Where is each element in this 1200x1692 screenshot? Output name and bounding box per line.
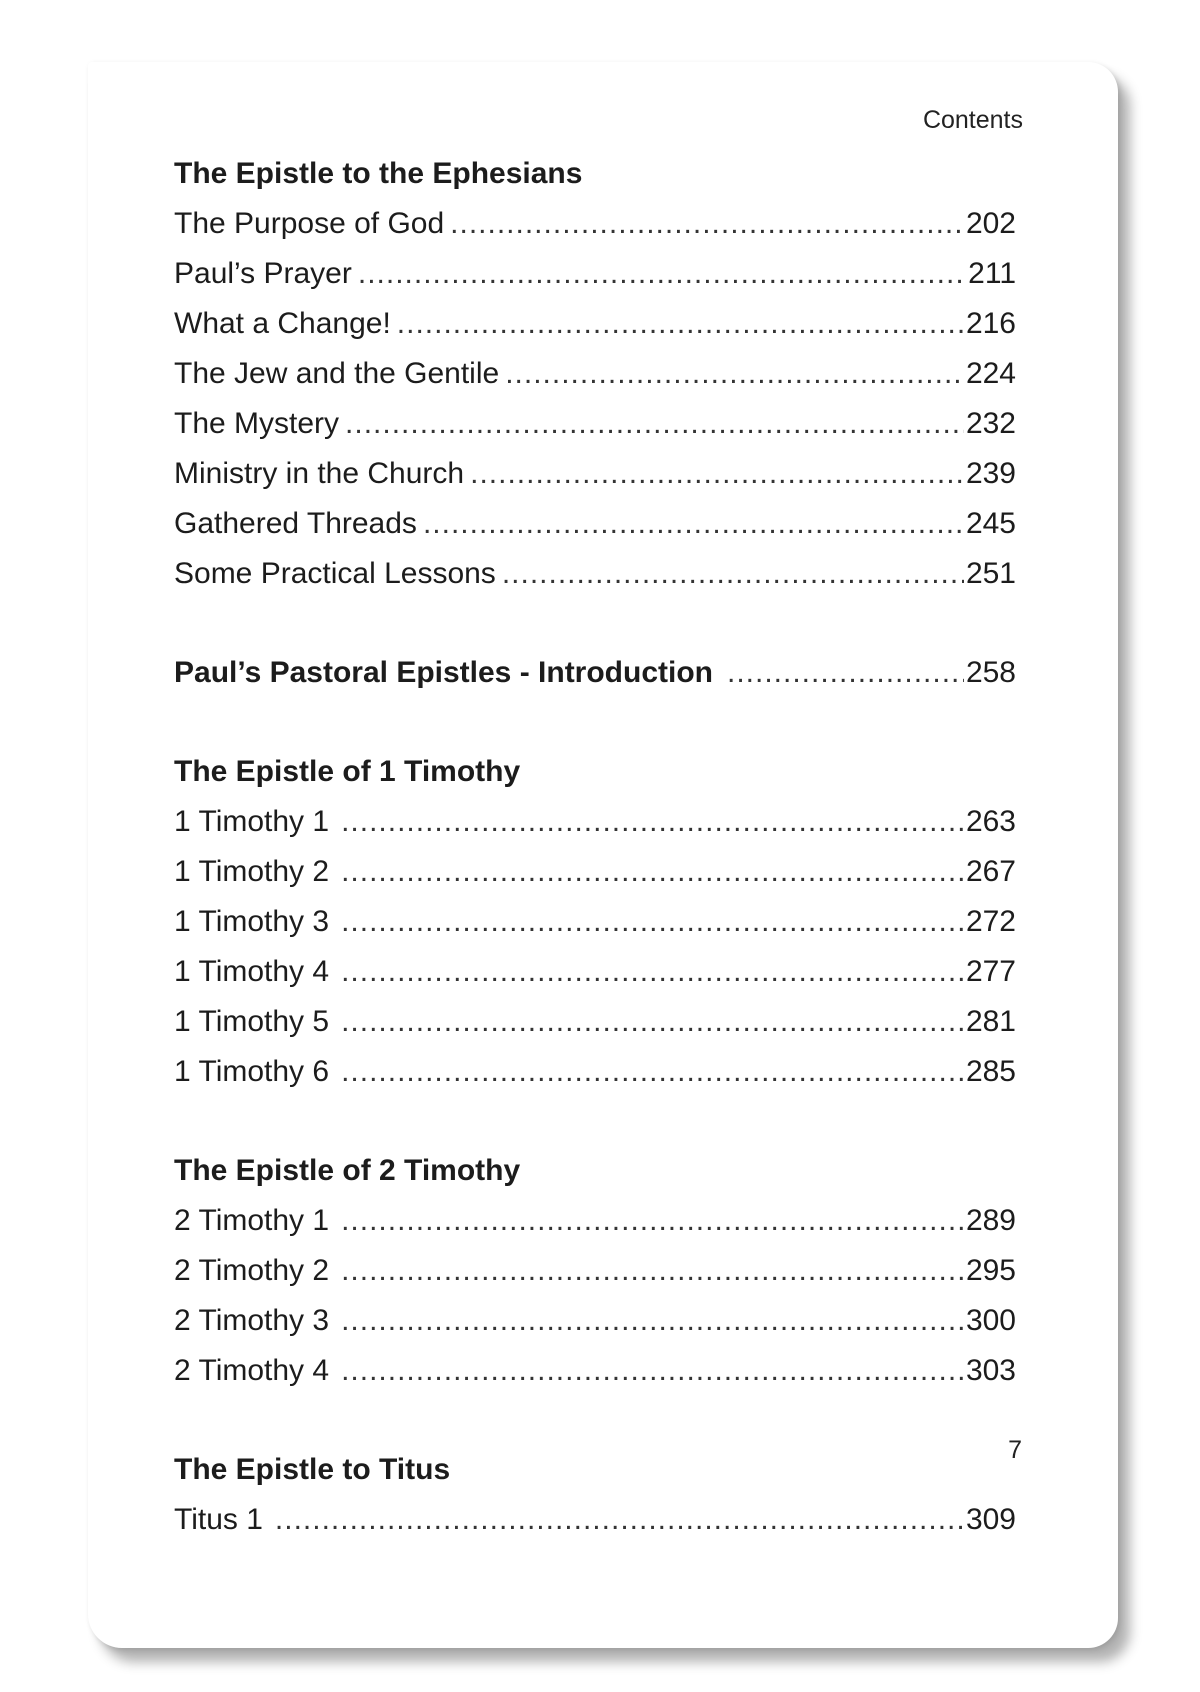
toc-entry[interactable] [174, 399, 1016, 449]
toc-entry[interactable] [174, 549, 1016, 599]
dot-leader [502, 549, 964, 599]
toc-entry[interactable] [174, 1346, 1016, 1396]
toc-entry-title: The Jew and the Gentile [174, 357, 500, 390]
dot-leader [397, 299, 964, 349]
toc-entry-title: 2 Timothy 1 [174, 1204, 330, 1237]
toc-entry[interactable] [174, 797, 1016, 847]
toc-entry[interactable] [174, 1495, 1016, 1545]
toc-entry-page: 202 [965, 207, 1016, 240]
toc-entry-title: 1 Timothy 4 [174, 955, 330, 988]
toc-entry[interactable] [174, 1246, 1016, 1296]
toc-entry-page: 245 [965, 507, 1016, 540]
dot-leader [335, 847, 964, 897]
dot-leader [423, 499, 964, 549]
toc-entry-title: 2 Timothy 4 [174, 1354, 330, 1387]
toc-entry-title: 1 Timothy 6 [174, 1055, 330, 1088]
toc-entry[interactable] [174, 1296, 1016, 1346]
toc-entry-page: 224 [965, 357, 1016, 390]
dot-leader [335, 1246, 964, 1296]
dot-leader [269, 1495, 964, 1545]
toc-entry-page: 309 [965, 1503, 1016, 1536]
toc-entry[interactable] [174, 299, 1016, 349]
toc-entry-title: What a Change! [174, 307, 391, 340]
dot-leader [335, 1346, 964, 1396]
toc-entry[interactable] [174, 997, 1016, 1047]
toc-entry-page: 295 [965, 1254, 1016, 1287]
toc-entry[interactable] [174, 249, 1016, 299]
page-number: 7 [1008, 1436, 1022, 1464]
toc-entry-title: 1 Timothy 2 [174, 855, 330, 888]
section-heading: The Epistle of 2 Timothy [174, 1154, 521, 1187]
table-of-contents [174, 149, 1016, 1545]
dot-leader [470, 449, 964, 499]
toc-entry-title: Paul’s Prayer [174, 257, 352, 290]
toc-entry-title: 1 Timothy 5 [174, 1005, 330, 1038]
toc-entry-title: 2 Timothy 2 [174, 1254, 330, 1287]
section-heading: The Epistle of 1 Timothy [174, 755, 521, 788]
toc-entry-page: 251 [965, 557, 1016, 590]
toc-entry-title: 2 Timothy 3 [174, 1304, 330, 1337]
section-heading: The Epistle to the Ephesians [174, 157, 583, 190]
toc-entry[interactable] [174, 897, 1016, 947]
toc-entry[interactable] [174, 1196, 1016, 1246]
toc-entry-page: 232 [965, 407, 1016, 440]
toc-entry-title: The Mystery [174, 407, 340, 440]
toc-entry-page: 239 [965, 457, 1016, 490]
section-gap [174, 1396, 1016, 1445]
section-gap [174, 698, 1016, 747]
toc-entry-title: Gathered Threads [174, 507, 417, 540]
toc-entry-title: Ministry in the Church [174, 457, 465, 490]
toc-entry-page: 272 [965, 905, 1016, 938]
toc-entry[interactable] [174, 1047, 1016, 1097]
section-gap [174, 599, 1016, 648]
toc-entry-title: Titus 1 [174, 1503, 263, 1536]
dot-leader [719, 648, 964, 698]
toc-entry-page: 211 [968, 257, 1016, 290]
dot-leader [505, 349, 964, 399]
dot-leader [335, 947, 964, 997]
toc-entry-page: 277 [965, 955, 1016, 988]
dot-leader [335, 1296, 964, 1346]
section-heading: The Epistle to Titus [174, 1453, 451, 1486]
toc-entry[interactable] [174, 449, 1016, 499]
dot-leader [335, 897, 964, 947]
toc-entry-title: Paul’s Pastoral Epistles - Introduction [174, 656, 713, 689]
toc-entry-page: 281 [965, 1005, 1016, 1038]
toc-entry[interactable] [174, 847, 1016, 897]
dot-leader [345, 399, 964, 449]
toc-entry-title: 1 Timothy 1 [174, 805, 330, 838]
toc-entry[interactable] [174, 947, 1016, 997]
dot-leader [450, 199, 964, 249]
book-page [88, 62, 1118, 1648]
running-head: Contents [922, 106, 1023, 134]
dot-leader [335, 797, 964, 847]
toc-entry[interactable] [174, 499, 1016, 549]
toc-entry-page: 263 [965, 805, 1016, 838]
toc-entry-page: 258 [965, 656, 1016, 689]
toc-entry[interactable] [174, 349, 1016, 399]
toc-entry-page: 303 [965, 1354, 1016, 1387]
section-gap [174, 1097, 1016, 1146]
toc-entry-page: 289 [965, 1204, 1016, 1237]
dot-leader [335, 997, 964, 1047]
dot-leader [335, 1196, 964, 1246]
toc-entry-page: 300 [965, 1304, 1016, 1337]
toc-entry[interactable] [174, 199, 1016, 249]
toc-entry-introduction[interactable] [174, 648, 1016, 698]
toc-entry-page: 267 [965, 855, 1016, 888]
toc-entry-title: 1 Timothy 3 [174, 905, 330, 938]
toc-entry-title: Some Practical Lessons [174, 557, 496, 590]
dot-leader [358, 249, 966, 299]
toc-entry-title: The Purpose of God [174, 207, 445, 240]
toc-entry-page: 216 [965, 307, 1016, 340]
dot-leader [335, 1047, 964, 1097]
toc-entry-page: 285 [965, 1055, 1016, 1088]
